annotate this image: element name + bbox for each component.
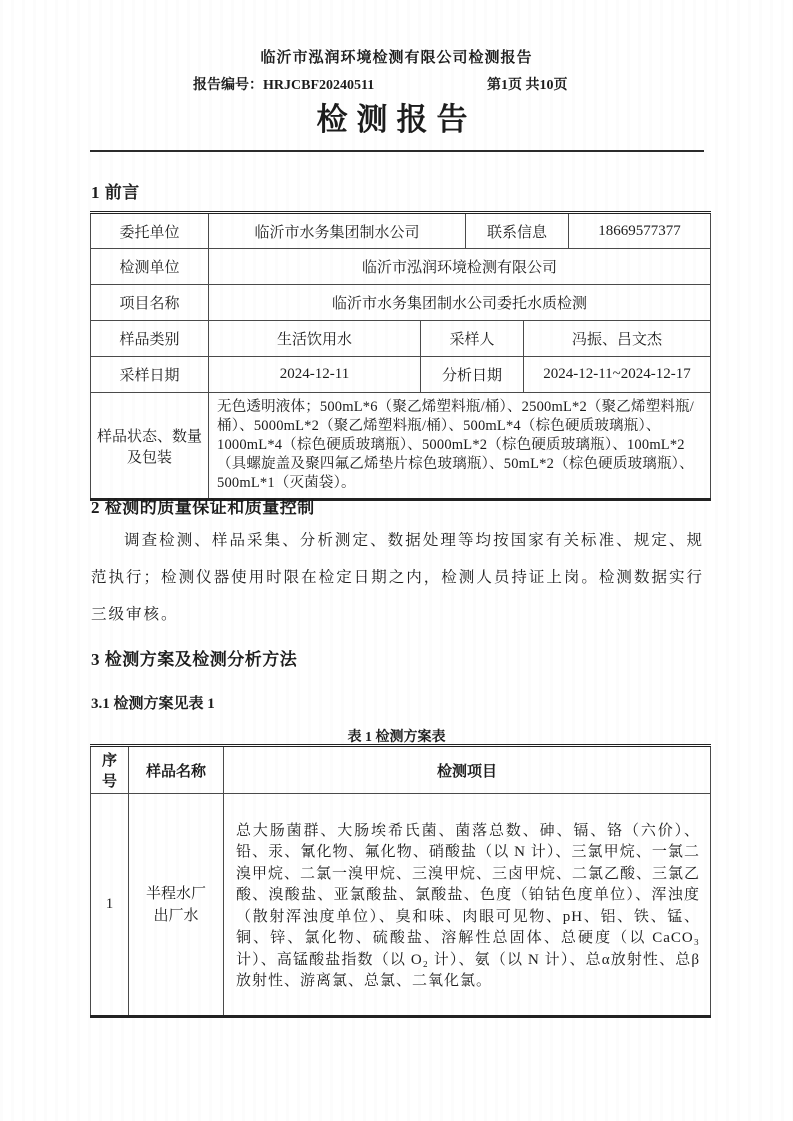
info-label-cell: 分析日期 <box>421 357 524 393</box>
plan-cell-no: 1 <box>91 794 129 1017</box>
plan-header-sample: 样品名称 <box>129 746 224 794</box>
info-label-cell: 样品状态、数量及包装 <box>91 393 209 500</box>
info-row-project <box>91 285 711 321</box>
plan-cell-items: 总大肠菌群、大肠埃希氏菌、菌落总数、砷、镉、铬（六价）、铅、汞、氰化物、氟化物、硝酸盐（以 N 计）、三氯甲烷、一氯二溴甲烷、二氯一溴甲烷、三溴甲烷、三卤甲烷、二氯乙酸、三氯乙酸、溴酸盐、亚氯酸盐、氯酸盐、色度（铂钴色度单位）、浑浊度（散射浑浊度单位）、臭和味、肉眼可见物、pH、铝、铁、锰、铜、锌、氯化物、硫酸盐、溶解性总固体、总硬度（以 CaCO₃ 计）、高锰酸盐指数（以 O₂ 计）、氨（以 N 计）、总α放射性、总β放射性、游离氯、总氯、二氧化氯。 <box>224 794 711 1017</box>
info-label-cell: 样品类别 <box>91 321 209 357</box>
plan-table <box>90 744 711 1018</box>
report-title: 检测报告 <box>316 102 477 137</box>
info-value-cell: 无色透明液体；500mL*6（聚乙烯塑料瓶/桶）、2500mL*2（聚乙烯塑料瓶/桶）、5000mL*2（聚乙烯塑料瓶/桶）、500mL*4（棕色硬质玻璃瓶）、1000mL*4（棕色硬质玻璃瓶）、5000mL*2（棕色硬质玻璃瓶）、100mL*2（具螺旋盖及聚四氟乙烯垫片棕色玻璃瓶）、50mL*2（棕色硬质玻璃瓶）、500mL*1（灭菌袋）。 <box>209 393 711 500</box>
report-number: 报告编号：HRJCBF20240511 <box>193 78 375 93</box>
title-divider-rule <box>90 150 704 152</box>
info-row-lab <box>91 249 711 285</box>
info-value-cell: 临沂市水务集团制水公司 <box>209 213 466 249</box>
info-value-cell: 生活饮用水 <box>209 321 421 357</box>
info-label-cell: 采样日期 <box>91 357 209 393</box>
info-label-cell: 检测单位 <box>91 249 209 285</box>
section-heading-qa: 2 检测的质量保证和质量控制 <box>91 498 315 517</box>
info-value-cell: 临沂市泓润环境检测有限公司 <box>209 249 711 285</box>
info-value-cell: 冯振、吕文杰 <box>524 321 711 357</box>
plan-table-caption: 表 1 检测方案表 <box>347 730 446 745</box>
info-row-sample-type <box>91 321 711 357</box>
company-header: 临沂市泓润环境检测有限公司检测报告 <box>260 50 533 66</box>
qa-paragraph: 调查检测、样品采集、分析测定、数据处理等均按国家有关标准、规定、规范执行；检测仪器使用时限在检定日期之内，检测人员持证上岗。检测数据实行三级审核。 <box>91 532 704 623</box>
plan-cell-sample: 半程水厂出厂水 <box>129 794 224 1017</box>
info-value-cell: 2024-12-11~2024-12-17 <box>524 357 711 393</box>
info-row-sample-state <box>91 393 711 500</box>
info-table <box>90 211 711 501</box>
info-label-cell: 采样人 <box>421 321 524 357</box>
info-value-cell: 2024-12-11 <box>209 357 421 393</box>
plan-table-row <box>91 794 711 1017</box>
plan-subheading: 3.1 检测方案见表 1 <box>91 696 215 712</box>
info-row-dates <box>91 357 711 393</box>
info-row-client <box>91 213 711 249</box>
info-value-cell: 18669577377 <box>569 213 711 249</box>
info-label-cell: 联系信息 <box>466 213 569 249</box>
info-value-cell: 临沂市水务集团制水公司委托水质检测 <box>209 285 711 321</box>
info-label-cell: 委托单位 <box>91 213 209 249</box>
plan-header-items: 检测项目 <box>224 746 711 794</box>
info-label-cell: 项目名称 <box>91 285 209 321</box>
page-indicator: 第1页 共10页 <box>487 78 568 93</box>
plan-header-no: 序号 <box>91 746 129 794</box>
section-heading-preface: 1 前言 <box>91 183 140 202</box>
section-heading-plan: 3 检测方案及检测分析方法 <box>91 650 298 669</box>
plan-table-header-row <box>91 746 711 794</box>
